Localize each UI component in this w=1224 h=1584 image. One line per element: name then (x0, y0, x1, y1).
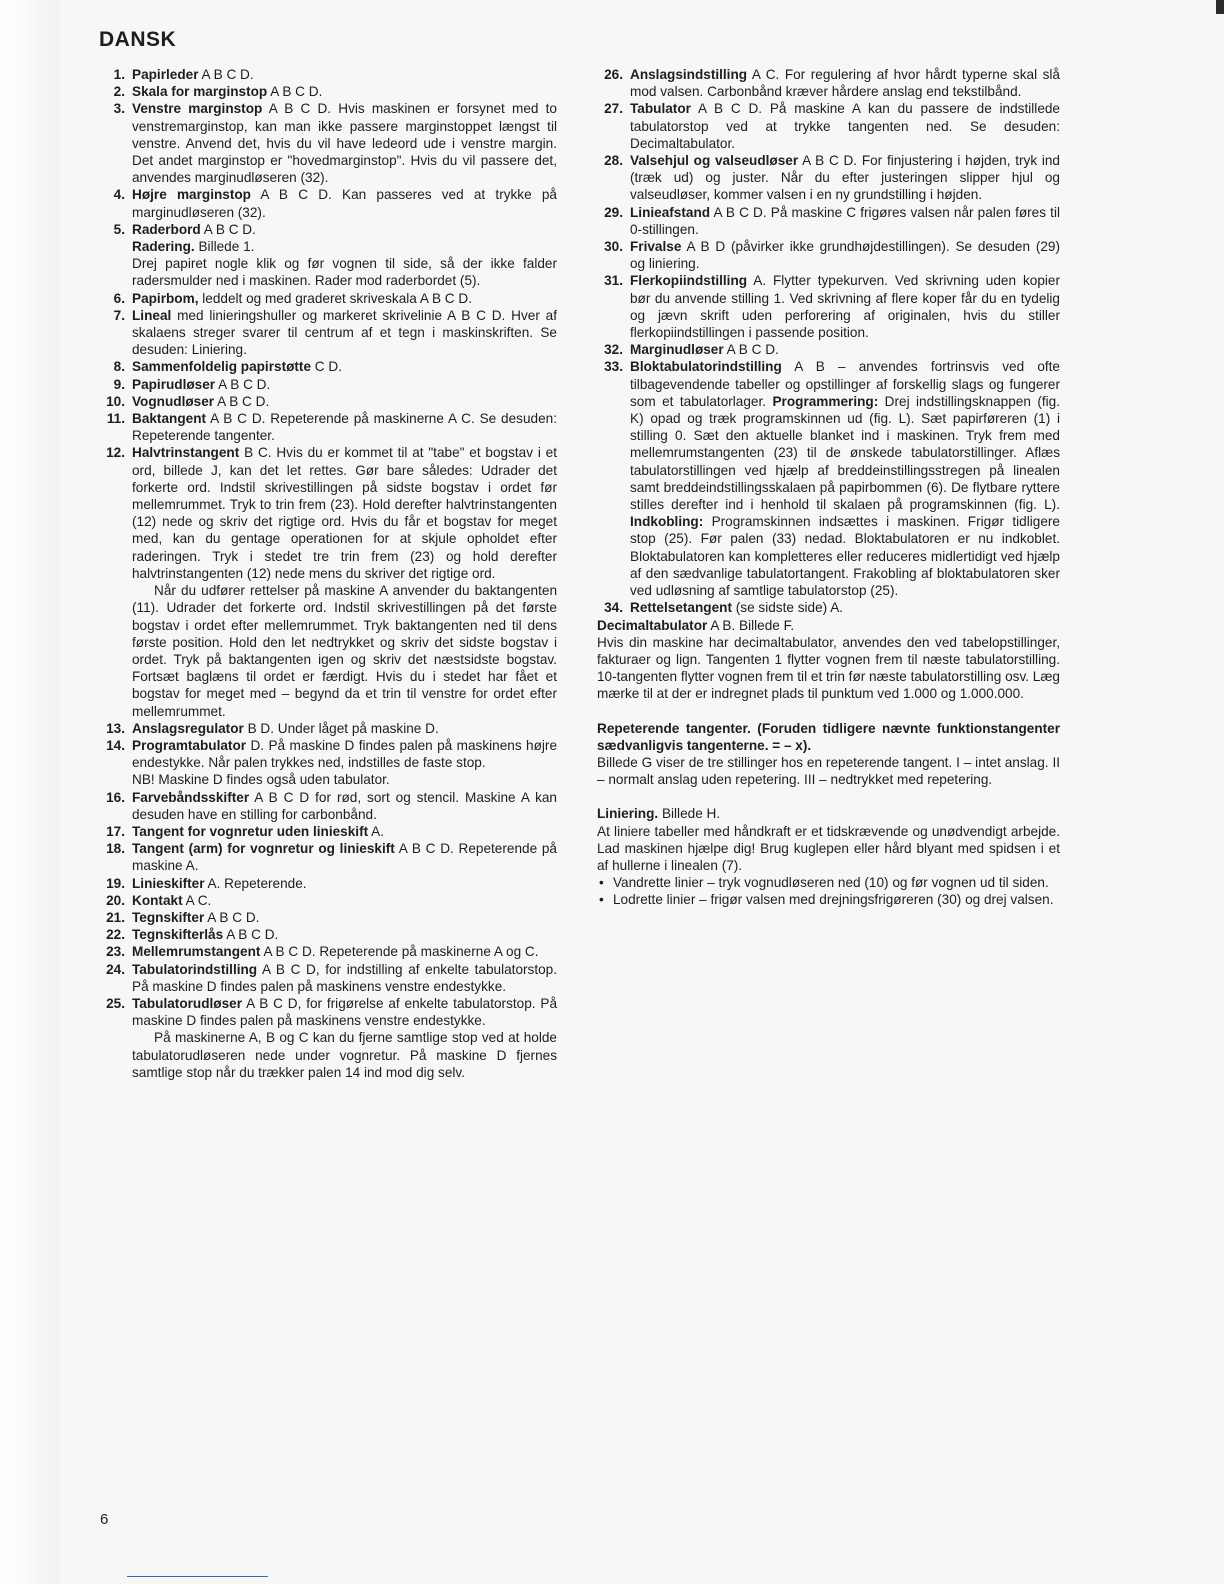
list-item: 13. Anslagsregulator B D. Under låget på maskine D. (106, 720, 439, 736)
list-item: 22. Tegnskifterlås A B C D. (106, 927, 279, 943)
liniering-heading: Liniering. Billede H. (597, 806, 721, 822)
list-item: 21. Tegnskifter A B C D. (106, 909, 260, 925)
list-item: 19. Linieskifter A. Repeterende. (106, 875, 307, 891)
list-item: 20. Kontakt A C. (106, 892, 212, 908)
list-item: 10. Vognudløser A B C D. (106, 393, 270, 409)
list-item: 16. Farvebåndsskifter A B C D for rød, sort og stencil. Maskine A kan desuden have en stilling for carbonbånd. (106, 789, 557, 822)
list-item: 17. Tangent for vognretur uden linieskift A. (106, 823, 385, 839)
list-item: 9. Papirudløser A B C D. (113, 376, 271, 392)
bullet-item: • Lodrette linier – frigør valsen med drejningsfrigøreren (30) og drej valsen. (599, 892, 1054, 908)
list-item: 11. Baktangent A B C D. Repeterende på maskinerne A C. Se desuden: Repeterende tangenter. (106, 411, 557, 444)
repeat-text: Billede G viser de tre stillinger hos en repeterende tangent. I – intet anslag. II – normalt anslag uden repetering. III – nedtrykket med repetering. (597, 754, 1060, 788)
page-edge-shading (0, 0, 60, 1584)
list-item: 3. Venstre marginstop A B C D. Hvis maskinen er forsynet med to venstremarginstop, kan man ikke passere marginstoppet længst til venstre. Anvend det, hvis du vil have ledeord ude i venstre margin. Det andet marginstop er "hovedmarginstop". Hvis du vil passere det, anvendes marginudløseren (32). (113, 101, 557, 186)
bullet-item: • Vandrette linier – tryk vognudløseren ned (10) og før vognen ud til siden. (599, 875, 1049, 891)
decimal-text: Hvis din maskine har decimaltabulator, anvendes den ved tabelopstillinger, fakturaer og lign. Tangenten 1 flytter vognen frem til næste tabulatorstilling. 10-tangenten flytter vognen frem til et trin før næste tabulatorstilling osv. Læg mærke til at der er indregnet plads til punktum ved 1.000 og 1.000.000. (597, 634, 1060, 702)
list-item: 26. Anslagsindstilling A C. For regulering af hvor hårdt typerne skal slå mod valsen. Carbonbånd kræver hårdere anslag end tekstilbånd. (604, 67, 1060, 100)
list-item: 28. Valsehjul og valseudløser A B C D. For finjustering i højden, tryk ind (træk ud) og juster. Når du efter justeringen slipper hjul og valseudløser, kommer valsen i en ny grundstilling i højden. (604, 153, 1060, 203)
scan-mark (1216, 0, 1224, 14)
list-item: 1. Papirleder A B C D. (113, 67, 254, 82)
list-item: 12. Halvtrinstangent B C. Hvis du er kommet til at "tabe" et bogstav i et ord, billede J, kan det let rettes. Gør bare således: Udrader det forkerte ord. Indstil skrivestillingen på sidste bogstav i ordet før mellemrummet. Tryk to trin frem (23). Hold derefter halvtrinstangenten (12) nede og skriv det rigtige ord. Hvis du får et bogstav for meget med, kan du gentage operationen for at skjule opholdet efter raderingen. Tryk i stedet tre trin frem (23) og hold derefter halvtrinstangenten (12) nede mens du skriver det rigtige ord. Når du udfører rettelser på maskine A anvender du baktangenten (11). Udrader det forkerte ord. Indstil skrivestillingen på det første bogstav i ordet efter mellemrummet. Tryk baktangenten ned til dens første position. Hold den let nedtrykket og skriv det sidste bogstav i ordet. Tryk på baktangenten igen og skriv det næstsidste bogstav. Fortsæt baglæns til ordet er færdigt. Hvis du i stedet har fået et bogstav for meget med – begynd da et trin til venstre for ordet efter mellemrummet. (106, 445, 557, 719)
left-column (99, 66, 557, 1081)
list-item: 6. Papirbom, leddelt og med graderet skriveskala A B C D. (113, 290, 472, 306)
list-item: 14. Programtabulator D. På maskine D findes palen på maskinens højre endestykke. Når palen trykkes ned, indstilles de faste stop. NB! Maskine D findes også uden tabulator. (106, 737, 557, 788)
list-item: 33. Bloktabulatorindstilling A B – anvendes fortrinsvis ved ofte tilbagevendende tabeller og opstillinger af forskellig slags og fungerer som et tabulatorlager. Programmering: Drej indstillingsknappen (fig. K) opad og træk programskinnen ud (fig. L). Sæt papirføreren (1) i stilling 0. Sæt den aktuelle blanket ind i maskinen. Tryk frem med mellemrumstangenten (23) til de ønskede tabulatorstillinger. Aflæs tabulatorstillingen ved hjælp af breddeinstillingsstregen på linealen samt breddeindstillingsskalaen på papirbommen (6). De flytbare ryttere stilles derefter ind i henhold til skalaen på programskinnen (fig. L). Indkobling: Programskinnen indsættes i maskinen. Frigør tidligere stop (25). Før palen (33) nedad. Bloktabulatoren er nu indkoblet. Bloktabulatoren kan kompletteres eller reduceres midlertidigt ved hjælp af den sædvanlige tabulatortangent. Frakobling af bloktabulatoren sker ved udløsning af samtlige tabulatorstop (25). (604, 359, 1060, 599)
scan-line (127, 1576, 268, 1577)
list-item: 23. Mellemrumstangent A B C D. Repeterende på maskinerne A og C. (106, 944, 539, 960)
right-column (597, 66, 1060, 909)
list-item: 24. Tabulatorindstilling A B C D, for indstilling af enkelte tabulatorstop. På maskine D findes palen på maskinens venstre endestykke. (106, 961, 557, 994)
repeat-heading: Repeterende tangenter. (Foruden tidligere nævnte funktionstangenter sædvanligvis tangenterne. = – x). (597, 720, 1060, 753)
list-item: 31. Flerkopiindstilling A. Flytter typekurven. Ved skrivning uden kopier bør du anvende stilling 1. Ved skrivning af flere koper får du en tydelig og jævn skrift uden perforering af originalen, hvis du stiller flerkopiindstillingen i passende position. (604, 273, 1060, 341)
page-number: 6 (100, 1511, 109, 1528)
bullet-icon: • (599, 892, 604, 908)
liniering-text: At liniere tabeller med håndkraft er et tidskrævende og unødvendigt arbejde. Lad maskinen hjælpe dig! Brug kuglepen eller hård blyant med spidsen i et af hullerne i linealen (7). (597, 823, 1060, 873)
list-item: 4. Højre marginstop A B C D. Kan passeres ved at trykke på marginudløseren (32). (113, 187, 557, 220)
list-item: 5. Raderbord A B C D. Radering. Billede 1. Drej papiret nogle klik og før vognen til side, så der ikke falder radersmulder ned i maskinen. Rader mod raderbordet (5). (113, 221, 557, 289)
list-item: 25. Tabulatorudløser A B C D, for frigørelse af enkelte tabulatorstop. På maskine D findes palen på maskinens venstre endestykke. På maskinerne A, B og C kan du fjerne samtlige stop ved at holde tabulatorudløseren nede under vognretur. På maskine D fjernes samtlige stop når du trækker palen 14 ind mod dig selv. (106, 995, 557, 1080)
decimal-heading: Decimaltabulator A B. Billede F. (597, 617, 795, 633)
list-item: 27. Tabulator A B C D. På maskine A kan du passere de indstillede tabulatorstop ved at trykke tangenten ned. Se desuden: Decimaltabulator. (604, 101, 1060, 151)
list-item: 7. Lineal med linieringshuller og markeret skrivelinie A B C D. Hver af skalaens streger svarer til centrum af et tegn i maskinskriften. Se desuden: Liniering. (113, 307, 557, 358)
list-item: 32. Marginudløser A B C D. (604, 342, 779, 358)
list-item: 34. Rettelsetangent (se sidste side) A. (604, 600, 844, 616)
language-heading: DANSK (99, 28, 177, 51)
bullet-icon: • (599, 875, 604, 891)
list-item: 8. Sammenfoldelig papirstøtte C D. (113, 359, 342, 375)
list-item: 2. Skala for marginstop A B C D. (113, 84, 323, 100)
list-item: 30. Frivalse A B D (påvirker ikke grundhøjdestillingen). Se desuden (29) og liniering. (604, 239, 1060, 272)
list-item: 29. Linieafstand A B C D. På maskine C frigøres valsen når palen føres til 0-stillingen. (604, 204, 1060, 237)
list-item: 18. Tangent (arm) for vognretur og linieskift A B C D. Repeterende på maskine A. (106, 841, 557, 874)
